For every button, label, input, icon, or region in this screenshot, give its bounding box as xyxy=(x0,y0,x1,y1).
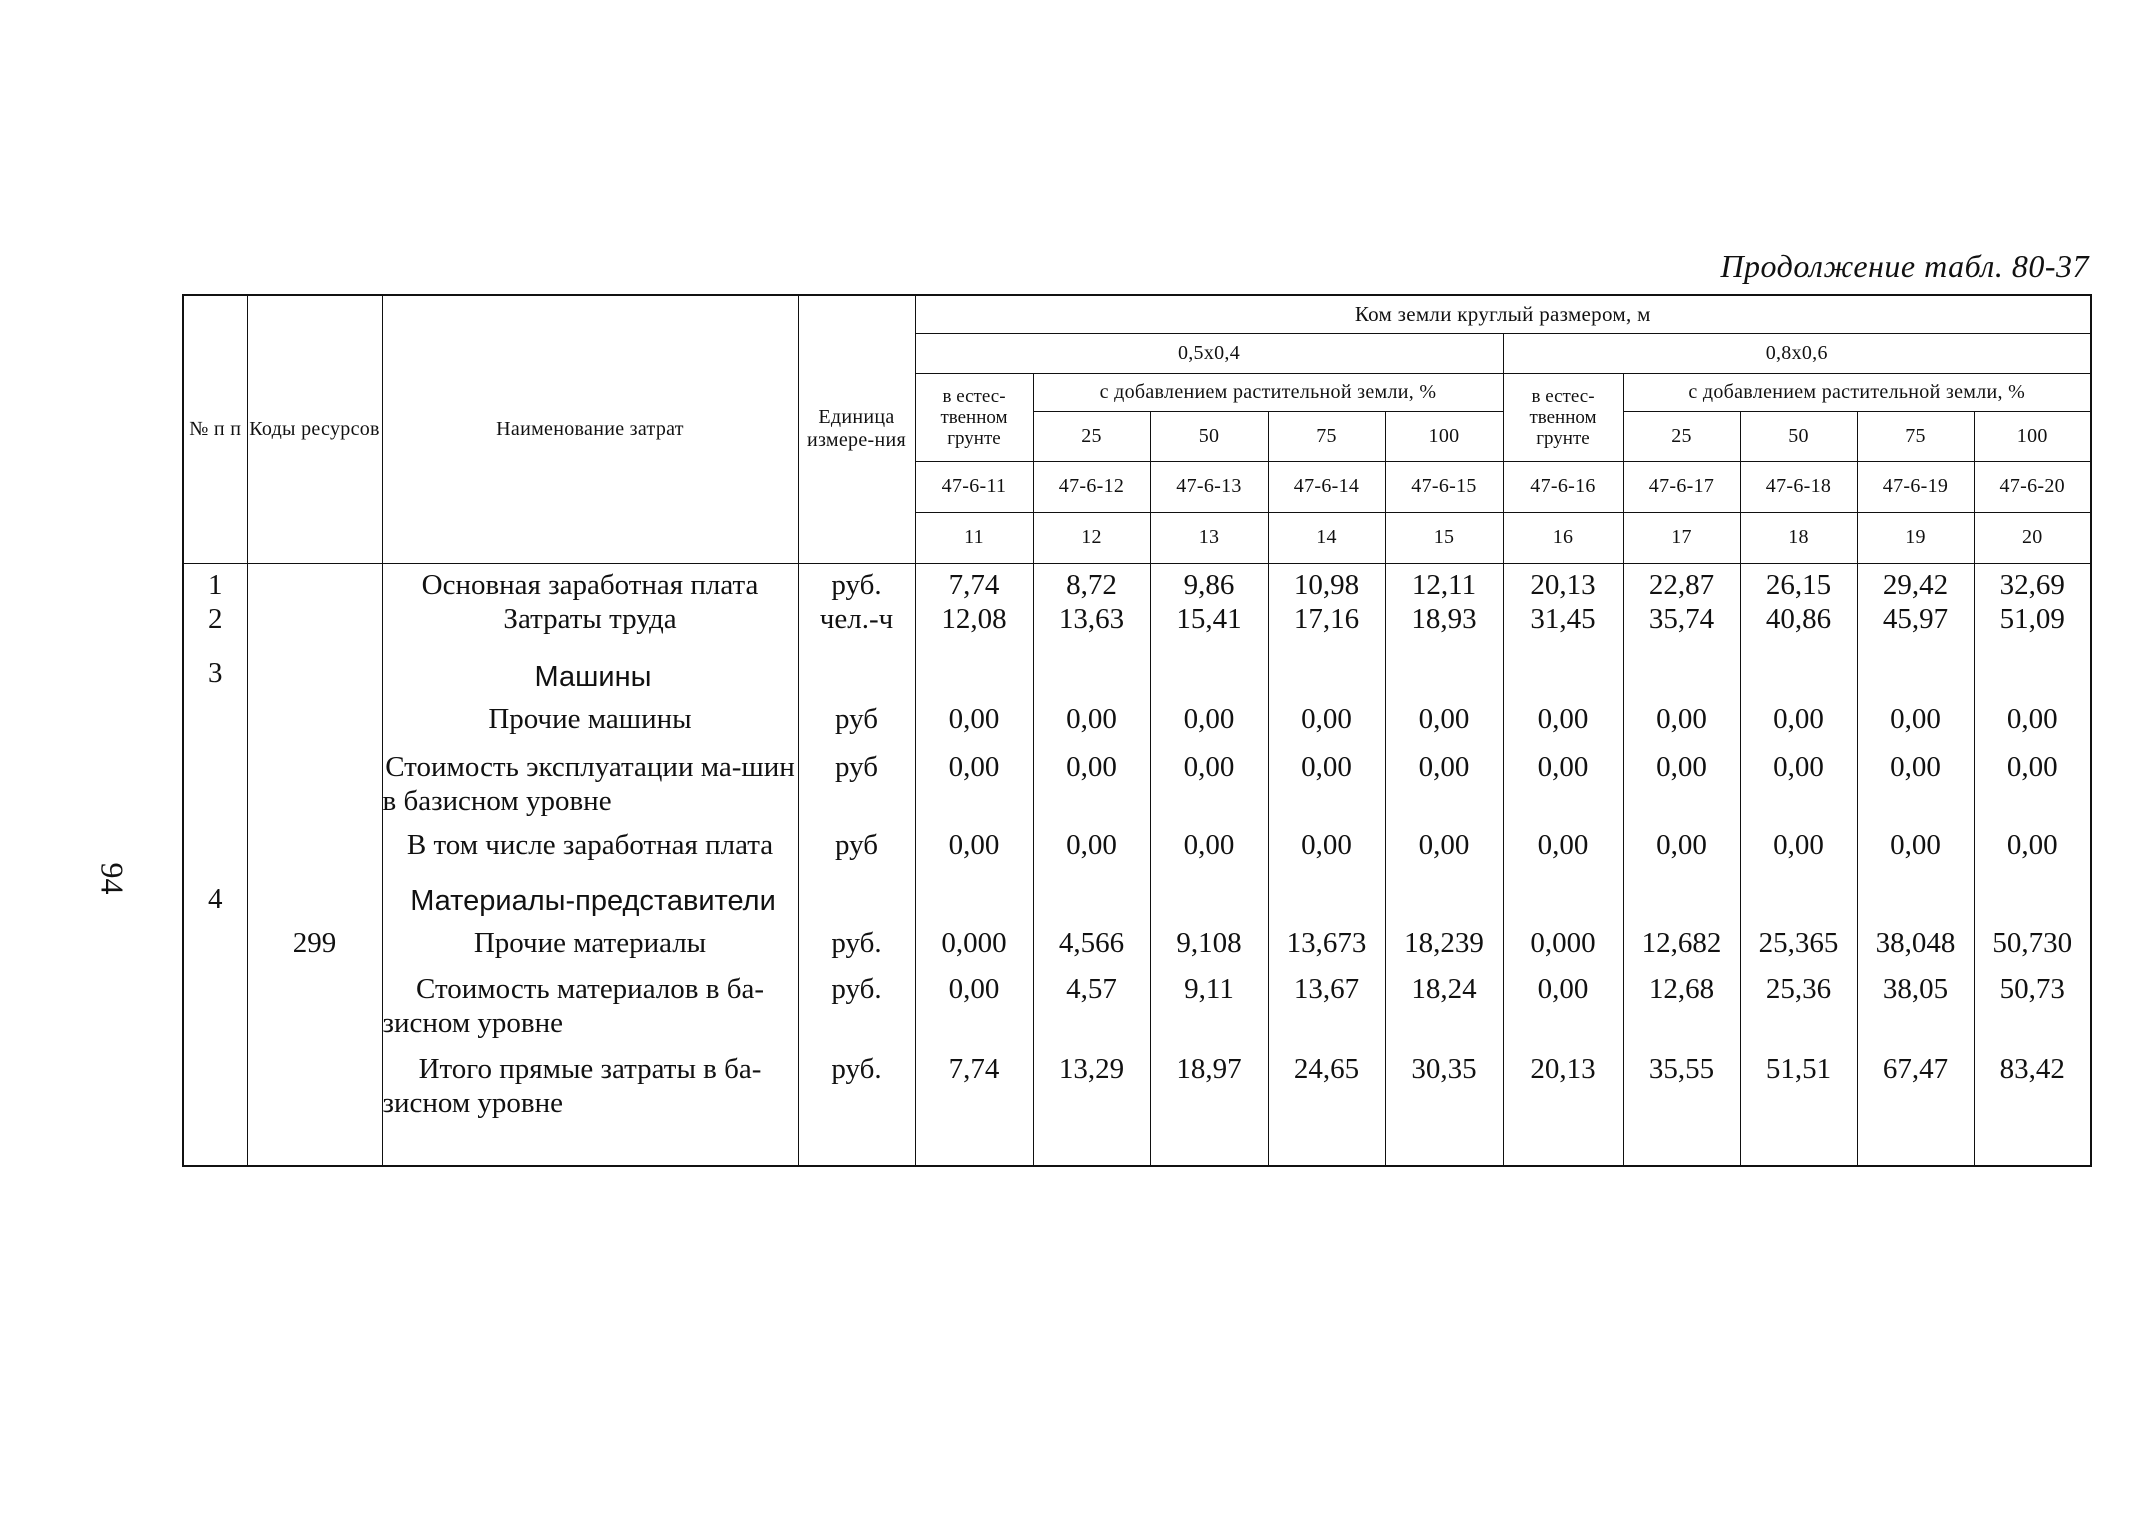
header-pct: 100 xyxy=(1385,411,1503,461)
header-codes: Коды ресурсов xyxy=(247,295,382,563)
header-pct: 75 xyxy=(1857,411,1974,461)
header-pct: 75 xyxy=(1268,411,1385,461)
row-value: 7,74 xyxy=(915,1048,1033,1166)
header-pct: 50 xyxy=(1150,411,1268,461)
row-value: 20,13 xyxy=(1503,1048,1623,1166)
row-value: 0,000 xyxy=(915,918,1033,966)
header-col-num: 18 xyxy=(1740,512,1857,563)
row-value: 0,000 xyxy=(1503,918,1623,966)
row-value: 12,68 xyxy=(1623,966,1740,1048)
row-value: 0,00 xyxy=(1150,742,1268,824)
row-value: 50,730 xyxy=(1974,918,2091,966)
table-row xyxy=(183,694,2091,742)
row-index xyxy=(183,1048,247,1166)
row-value: 0,00 xyxy=(915,966,1033,1048)
row-value: 9,86 xyxy=(1150,563,1268,602)
row-value: 0,00 xyxy=(1503,742,1623,824)
header-code: 47-6-19 xyxy=(1857,461,1974,512)
table-row xyxy=(183,646,2091,694)
row-index xyxy=(183,966,247,1048)
table-row xyxy=(183,1048,2091,1166)
row-value: 35,55 xyxy=(1623,1048,1740,1166)
row-code xyxy=(247,1048,382,1166)
row-value: 4,566 xyxy=(1033,918,1150,966)
row-unit: руб. xyxy=(798,918,915,966)
row-index: 1 xyxy=(183,563,247,602)
row-value: 30,35 xyxy=(1385,1048,1503,1166)
row-code xyxy=(247,742,382,824)
row-value: 29,42 xyxy=(1857,563,1974,602)
row-value: 83,42 xyxy=(1974,1048,2091,1166)
row-code xyxy=(247,602,382,646)
row-unit: чел.-ч xyxy=(798,602,915,646)
row-value: 12,682 xyxy=(1623,918,1740,966)
row-value: 0,00 xyxy=(1623,742,1740,824)
row-value: 13,67 xyxy=(1268,966,1385,1048)
header-unit: Единица измере-ния xyxy=(798,295,915,563)
header-code: 47-6-15 xyxy=(1385,461,1503,512)
row-name: Стоимость эксплуатации ма-шин в базисном уровне xyxy=(382,742,798,824)
header-col-num: 12 xyxy=(1033,512,1150,563)
row-value: 67,47 xyxy=(1857,1048,1974,1166)
row-unit xyxy=(798,646,915,694)
row-value: 0,00 xyxy=(1268,824,1385,872)
row-code xyxy=(247,563,382,602)
header-col-num: 11 xyxy=(915,512,1033,563)
header-col-num: 20 xyxy=(1974,512,2091,563)
header-col-num: 19 xyxy=(1857,512,1974,563)
row-code xyxy=(247,824,382,872)
row-unit: руб xyxy=(798,824,915,872)
row-value: 9,11 xyxy=(1150,966,1268,1048)
row-code: 299 xyxy=(247,918,382,966)
row-name: Основная заработная плата xyxy=(382,563,798,602)
row-name: Итого прямые затраты в ба-зисном уровне xyxy=(382,1048,798,1166)
row-value: 0,00 xyxy=(1503,824,1623,872)
header-group-1: 0,5х0,4 xyxy=(915,333,1503,373)
page-number: 94 xyxy=(94,862,131,895)
row-name: Прочие материалы xyxy=(382,918,798,966)
row-index xyxy=(183,742,247,824)
header-pct: 25 xyxy=(1623,411,1740,461)
header-code: 47-6-12 xyxy=(1033,461,1150,512)
row-value: 15,41 xyxy=(1150,602,1268,646)
row-value: 0,00 xyxy=(1974,742,2091,824)
row-unit xyxy=(798,872,915,918)
row-value: 0,00 xyxy=(1857,824,1974,872)
table-row xyxy=(183,602,2091,646)
header-name: Наименование затрат xyxy=(382,295,798,563)
header-col-num: 15 xyxy=(1385,512,1503,563)
table-row xyxy=(183,742,2091,824)
header-code: 47-6-16 xyxy=(1503,461,1623,512)
row-unit: руб xyxy=(798,742,915,824)
row-index xyxy=(183,824,247,872)
row-value: 0,00 xyxy=(1268,742,1385,824)
row-unit: руб xyxy=(798,694,915,742)
row-value: 25,36 xyxy=(1740,966,1857,1048)
header-col-num: 14 xyxy=(1268,512,1385,563)
row-value: 0,00 xyxy=(1503,694,1623,742)
row-value: 31,45 xyxy=(1503,602,1623,646)
row-value: 0,00 xyxy=(1385,694,1503,742)
header-pct: 50 xyxy=(1740,411,1857,461)
row-value: 20,13 xyxy=(1503,563,1623,602)
row-value: 0,00 xyxy=(915,742,1033,824)
header-col-num: 13 xyxy=(1150,512,1268,563)
row-code xyxy=(247,646,382,694)
row-name: Затраты труда xyxy=(382,602,798,646)
row-value: 35,74 xyxy=(1623,602,1740,646)
header-col-num: 17 xyxy=(1623,512,1740,563)
row-value: 50,73 xyxy=(1974,966,2091,1048)
row-value: 7,74 xyxy=(915,563,1033,602)
row-value: 0,00 xyxy=(1740,694,1857,742)
row-value: 26,15 xyxy=(1740,563,1857,602)
header-code: 47-6-11 xyxy=(915,461,1033,512)
row-value: 0,00 xyxy=(1033,824,1150,872)
header-num: № п п xyxy=(183,295,247,563)
section-title: Материалы-представители xyxy=(382,872,798,918)
row-value: 51,51 xyxy=(1740,1048,1857,1166)
row-name: В том числе заработная плата xyxy=(382,824,798,872)
row-value: 0,00 xyxy=(1150,694,1268,742)
row-value: 25,365 xyxy=(1740,918,1857,966)
row-value: 40,86 xyxy=(1740,602,1857,646)
table-row xyxy=(183,966,2091,1048)
row-value: 18,239 xyxy=(1385,918,1503,966)
row-name: Прочие машины xyxy=(382,694,798,742)
row-value: 45,97 xyxy=(1857,602,1974,646)
row-value: 0,00 xyxy=(1974,824,2091,872)
row-unit: руб. xyxy=(798,1048,915,1166)
header-pct: 25 xyxy=(1033,411,1150,461)
row-index: 4 xyxy=(183,872,247,918)
section-title: Машины xyxy=(382,646,798,694)
row-value: 4,57 xyxy=(1033,966,1150,1048)
row-index: 3 xyxy=(183,646,247,694)
table-row xyxy=(183,824,2091,872)
row-value: 13,63 xyxy=(1033,602,1150,646)
row-value: 9,108 xyxy=(1150,918,1268,966)
row-unit: руб. xyxy=(798,966,915,1048)
row-unit: руб. xyxy=(798,563,915,602)
row-value: 0,00 xyxy=(1150,824,1268,872)
row-value: 32,69 xyxy=(1974,563,2091,602)
header-pct: 100 xyxy=(1974,411,2091,461)
cost-table xyxy=(182,294,2092,1167)
row-value: 0,00 xyxy=(1623,824,1740,872)
header-col-num: 16 xyxy=(1503,512,1623,563)
row-value: 0,00 xyxy=(1268,694,1385,742)
row-value: 18,93 xyxy=(1385,602,1503,646)
header-code: 47-6-14 xyxy=(1268,461,1385,512)
row-value: 0,00 xyxy=(1974,694,2091,742)
row-value: 12,11 xyxy=(1385,563,1503,602)
row-value: 0,00 xyxy=(1857,742,1974,824)
row-value: 38,05 xyxy=(1857,966,1974,1048)
row-value: 0,00 xyxy=(1623,694,1740,742)
row-value: 22,87 xyxy=(1623,563,1740,602)
table-row xyxy=(183,872,2091,918)
header-added-1: с добавлением растительной земли, % xyxy=(1033,373,1503,411)
header-group-2: 0,8х0,6 xyxy=(1503,333,2091,373)
table-row xyxy=(183,563,2091,602)
row-value: 18,24 xyxy=(1385,966,1503,1048)
row-value: 13,673 xyxy=(1268,918,1385,966)
row-index: 2 xyxy=(183,602,247,646)
header-natural-2: в естес-твенном грунте xyxy=(1503,373,1623,461)
row-code xyxy=(247,694,382,742)
row-value: 8,72 xyxy=(1033,563,1150,602)
header-main-title: Ком земли круглый размером, м xyxy=(915,295,2091,333)
table-header xyxy=(183,295,2091,563)
row-value: 0,00 xyxy=(1385,742,1503,824)
header-code: 47-6-13 xyxy=(1150,461,1268,512)
header-added-2: с добавлением растительной земли, % xyxy=(1623,373,2091,411)
row-value: 0,00 xyxy=(1385,824,1503,872)
table-caption: Продолжение табл. 80-37 xyxy=(1720,248,2089,284)
row-value: 38,048 xyxy=(1857,918,1974,966)
header-natural-1: в естес-твенном грунте xyxy=(915,373,1033,461)
header-code: 47-6-18 xyxy=(1740,461,1857,512)
row-value: 10,98 xyxy=(1268,563,1385,602)
row-value: 0,00 xyxy=(1503,966,1623,1048)
row-value: 51,09 xyxy=(1974,602,2091,646)
table-body xyxy=(183,563,2091,1166)
header-code: 47-6-17 xyxy=(1623,461,1740,512)
row-value: 18,97 xyxy=(1150,1048,1268,1166)
row-value: 0,00 xyxy=(1740,742,1857,824)
row-value: 13,29 xyxy=(1033,1048,1150,1166)
row-code xyxy=(247,966,382,1048)
row-value: 0,00 xyxy=(915,694,1033,742)
header-code: 47-6-20 xyxy=(1974,461,2091,512)
row-value: 24,65 xyxy=(1268,1048,1385,1166)
row-value: 0,00 xyxy=(1033,742,1150,824)
row-name: Стоимость материалов в ба-зисном уровне xyxy=(382,966,798,1048)
row-index xyxy=(183,694,247,742)
row-value: 0,00 xyxy=(1857,694,1974,742)
table-row xyxy=(183,918,2091,966)
row-index xyxy=(183,918,247,966)
row-value: 0,00 xyxy=(915,824,1033,872)
row-value: 12,08 xyxy=(915,602,1033,646)
row-code xyxy=(247,872,382,918)
row-value: 0,00 xyxy=(1033,694,1150,742)
row-value: 17,16 xyxy=(1268,602,1385,646)
row-value: 0,00 xyxy=(1740,824,1857,872)
